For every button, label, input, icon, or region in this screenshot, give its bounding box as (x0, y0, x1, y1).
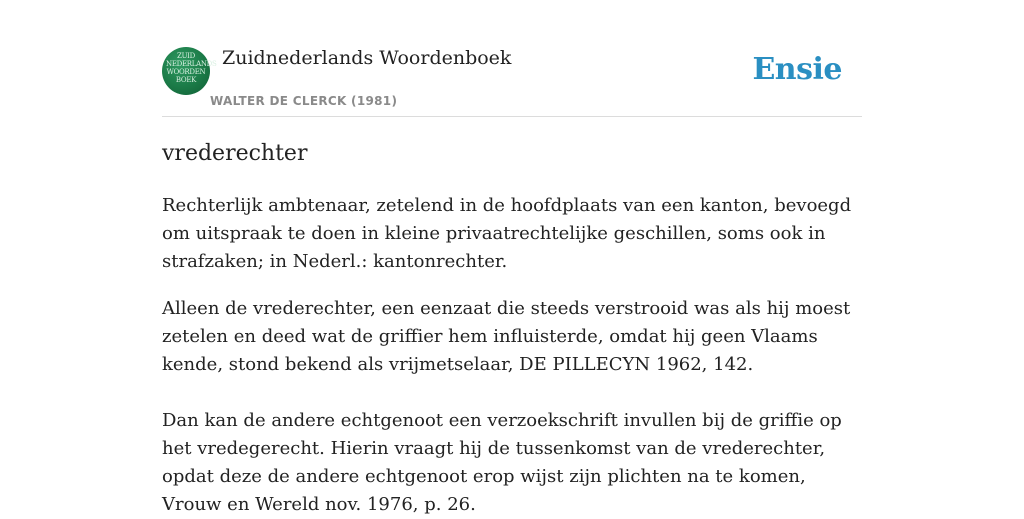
logo-text (166, 52, 217, 84)
logo-line: ZUID (177, 52, 195, 60)
brand-logo-link[interactable]: Ensie (752, 52, 842, 87)
entry-definition: Rechterlijk ambtenaar, zetelend in de hoofdplaats van een kanton, bevoegd om uitspraak te doen in kleine privaatrechtelijke geschillen, soms ook in strafzaken; in Nederl.: kantonrechter. (162, 195, 852, 272)
entry-quote: Dan kan de andere echtgenoot een verzoekschrift invullen bij de griffie op het vredegerecht. Hierin vraagt hij de tussenkomst van de vrederechter, opdat deze de andere echtgenoot erop wijst zijn plichten na te komen, Vrouw en Wereld nov. 1976, p. 26. (162, 410, 842, 515)
page-header (162, 0, 862, 117)
logo-line: NEDERLANDS (166, 60, 217, 68)
book-title-link[interactable]: Zuidnederlands Woordenboek (222, 47, 512, 69)
logo-line: BOEK (175, 76, 197, 84)
entry-quote: Alleen de vrederechter, een eenzaat die steeds verstrooid was als hij moest zetelen en deed wat de griffier hem influisterde, omdat hij geen Vlaams kende, stond bekend als vrijmetselaar, DE PILLECYN 1962, 142. (162, 298, 851, 375)
book-logo[interactable] (162, 47, 217, 95)
logo-line: WOORDEN (166, 68, 206, 76)
entry-content (162, 138, 866, 519)
book-author: WALTER DE CLERCK (1981) (210, 94, 398, 108)
entry-title: vrederechter (162, 141, 308, 166)
